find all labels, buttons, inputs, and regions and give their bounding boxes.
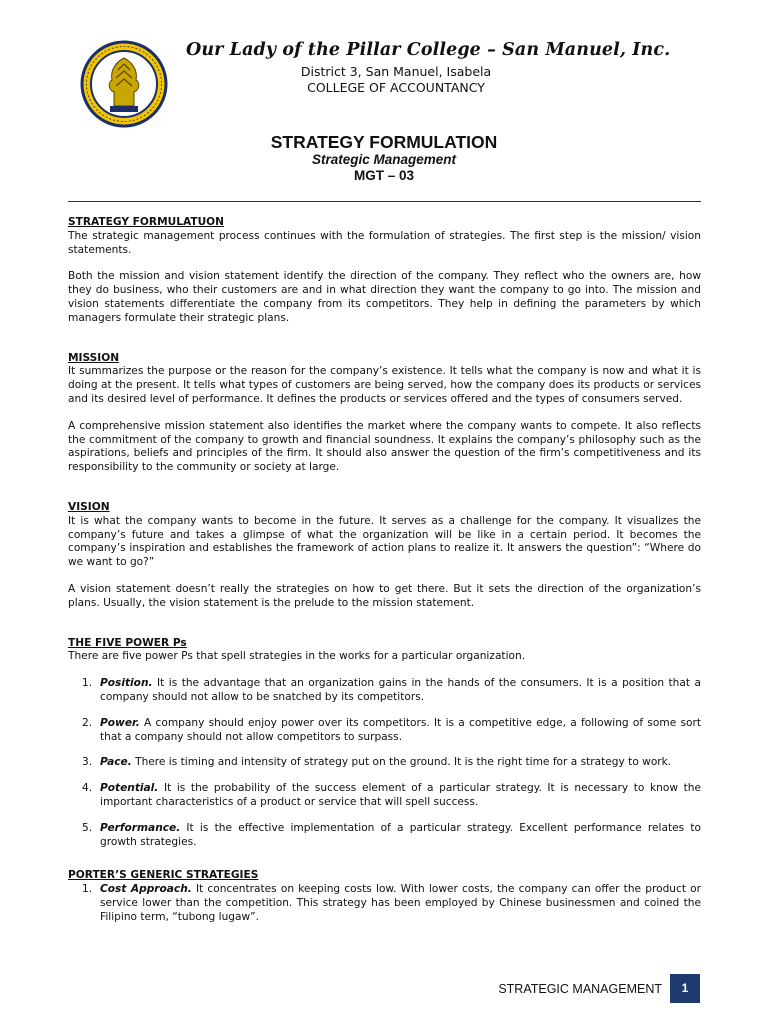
list-item: 2. Power. A company should enjoy power over its competitors. It is a competitive edge, a following of some sort that a company should not allow competitors to surpass. (82, 716, 701, 743)
paragraph: There are five power Ps that spell strategies in the works for a particular organization. (68, 650, 526, 663)
list-item: 1. Cost Approach. It concentrates on keeping costs low. With lower costs, the company can offer the product or service lower than the competition. This strategy has been employed by Chinese businessmen and coined the Filipino term, “tubong lugaw”. (82, 883, 701, 923)
paragraph: The strategic management process continues with the formulation of strategies. The first step is the mission/ vision statements. (68, 229, 701, 256)
document-subtitle: Strategic Management (311, 152, 457, 167)
list-item: 1. Position. It is the advantage that an organization gains in the hands of the consumers. It is a position that a company should not allow to be snatched by its competitors. (82, 677, 701, 703)
college-seal-icon (80, 40, 168, 128)
college-district: District 3, San Manuel, Isabela (300, 64, 492, 79)
footer-label: STRATEGIC MANAGEMENT (498, 982, 662, 996)
document-header (0, 0, 768, 200)
section-five-power-ps (68, 637, 701, 850)
section-heading: VISION (68, 500, 110, 513)
section-heading: STRATEGY FORMULATUON (68, 216, 225, 228)
paragraph: A comprehensive mission statement also identifies the market where the company wants to compete. It also reflects the commitment of the company to growth and financial soundness. It explains the company’s philosophy such as the aspirations, beliefs and principles of the firm. It should also answer the question of the firm’s competitiveness and its responsibility to the community or society at large. (68, 419, 701, 474)
five-ps-list (68, 677, 701, 849)
section-heading: THE FIVE POWER Ps (68, 636, 187, 649)
porter-list (68, 883, 701, 924)
section-strategy-formulation (68, 216, 701, 326)
college-name: Our Lady of the Pillar College – San Manuel, Inc. (186, 40, 671, 60)
section-heading: MISSION (68, 351, 120, 364)
list-item: 4. Potential. It is the probability of the success element of a particular strategy. It is necessary to know the important characteristics of a product or service that will spell success. (82, 782, 701, 808)
section-heading: PORTER’S GENERIC STRATEGIES (68, 869, 259, 882)
paragraph: It is what the company wants to become in the future. It serves as a challenge for the company. It visualizes the company’s future and takes a glimpse of what the organization will be like in a certain period. It becomes the company’s inspiration and establishes the framework of action plans to realize it. It answers the question”: “Where do we want to go?” (68, 514, 701, 569)
section-mission (68, 352, 701, 475)
header-divider (68, 201, 701, 202)
paragraph: Both the mission and vision statement identify the direction of the company. They reflect who the owners are, how they do business, who their customers are and in what direction they want the company to go into. The mission and vision statements differentiate the company from its competitors. They help in defining the parameters by which managers formulate their strategic plans. (68, 270, 701, 324)
college-department: COLLEGE OF ACCOUNTANCY (307, 80, 485, 95)
course-code: MGT – 03 (353, 168, 415, 183)
page-number-badge: 1 (670, 974, 700, 1003)
list-item: 3. Pace. There is timing and intensity of strategy put on the ground. It is the right time for a strategy to work. (82, 756, 672, 769)
section-vision (68, 501, 701, 611)
list-item: 5. Performance. It is the effective implementation of a particular strategy. Excellent performance relates to growth strategies. (82, 821, 701, 848)
document-body (68, 216, 701, 924)
document-title: STRATEGY FORMULATION (270, 132, 498, 152)
paragraph: It summarizes the purpose or the reason for the company’s existence. It tells what the company is now and what it is doing at the present. It tells what types of customers are being served, how the company does its products or services and its desired level of performance. It defines the products or services offered and the types of consumers served. (68, 365, 701, 405)
section-porters-generic-strategies (68, 869, 701, 924)
paragraph: A vision statement doesn’t really the strategies on how to get there. But it sets the direction of the organization’s plans. Usually, the vision statement is the prelude to the mission statement. (68, 582, 701, 609)
